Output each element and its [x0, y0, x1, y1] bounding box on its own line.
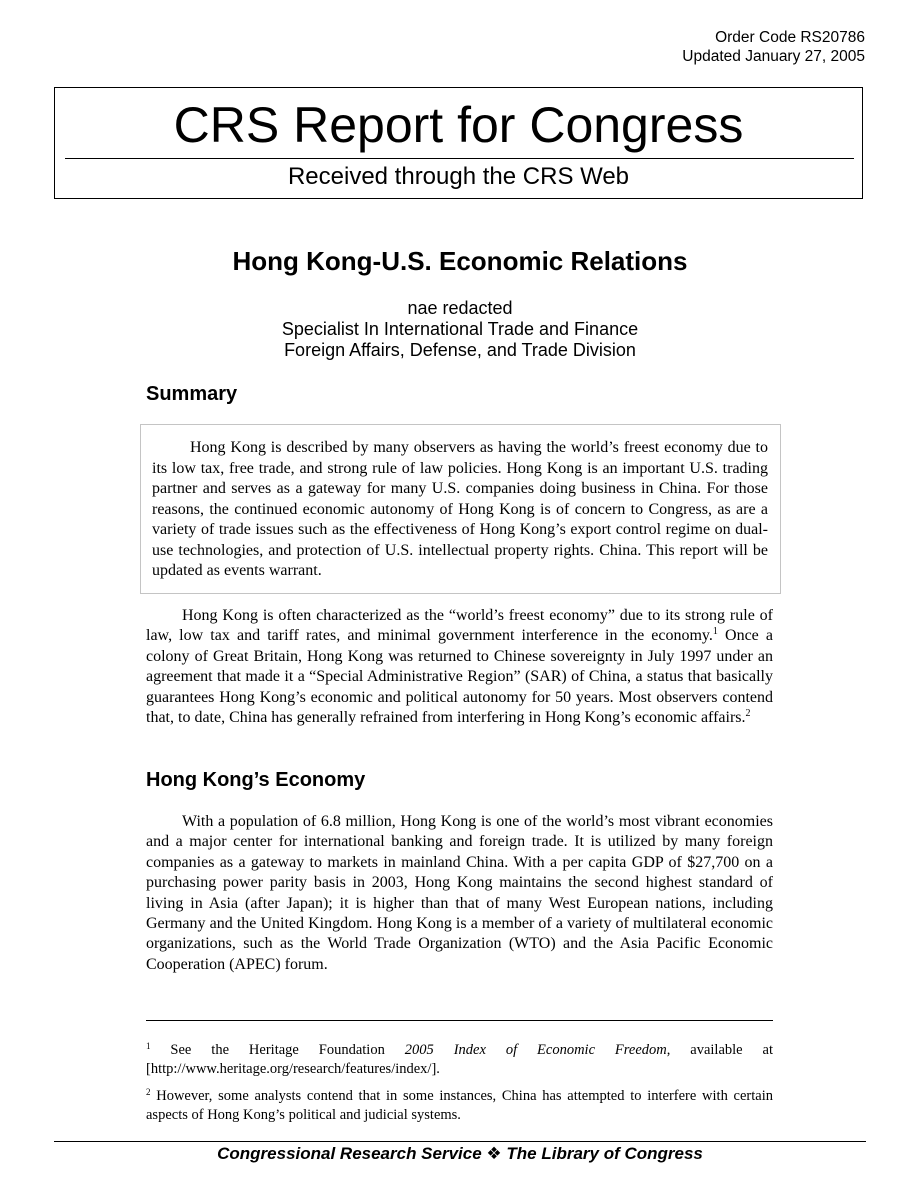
footnote-divider — [146, 1020, 773, 1021]
page-footer — [0, 1143, 920, 1165]
order-code: Order Code RS20786 — [715, 29, 865, 46]
footnote-ref-2[interactable]: 2 — [745, 708, 751, 720]
footnote-2-text: However, some analysts contend that in some instances, China has attempted to interfere with certain aspects of Hong Kong’s political and judicial systems. — [146, 1088, 773, 1123]
summary-box — [140, 424, 781, 594]
order-code-block — [682, 28, 865, 66]
intro-text-part2: Once a colony of Great Britain, Hong Kong was returned to Chinese sovereignty in July 1997 under an agreement that made it a “Special Administrative Region” (SAR) of China, a status that basically guarantees Hong Kong’s economic and political autonomy for 50 years. Most observers contend that, to date, China has generally refrained from interfering in Hong Kong’s economic affairs. — [146, 627, 774, 727]
footnote-1-number: 1 — [146, 1041, 151, 1051]
report-title: Hong Kong-U.S. Economic Relations — [232, 246, 688, 276]
updated-date: Updated January 27, 2005 — [682, 48, 865, 65]
footer-library: The Library of Congress — [506, 1144, 703, 1163]
footer-crs: Congressional Research Service — [217, 1144, 482, 1163]
author-block — [0, 298, 920, 361]
footnote-2-number: 2 — [146, 1087, 151, 1097]
summary-heading: Summary — [146, 383, 238, 405]
banner-divider — [65, 158, 854, 159]
footnote-ref-1[interactable]: 1 — [712, 626, 718, 638]
intro-text-part1: Hong Kong is often characterized as the “world’s freest economy” due to its strong rule of law, low tax and tariff rates, and minimal government interference in the economy. — [146, 607, 773, 645]
diamond-ornament-icon: ❖ — [486, 1144, 502, 1163]
footnote-1-publication-title: 2005 Index of Economic Freedom — [404, 1042, 667, 1058]
economy-paragraph: With a population of 6.8 million, Hong Kong is one of the world’s most vibrant economies and a major center for international banking and foreign trade. It is utilized by many foreign companies as a gateway to markets in mainland China. With a per capita GDP of $27,700 on a purchasing power parity basis in 2003, Hong Kong maintains the second highest standard of living in Asia (after Japan); it is higher than that of many West European nations, including Germany and the United Kingdom. Hong Kong is a member of a variety of multilateral economic organizations, such as the World Trade Organization (WTO) and the Asia Pacific Economic Cooperation (APEC) forum. — [146, 813, 773, 973]
footer-divider — [54, 1141, 866, 1142]
banner-subtitle: Received through the CRS Web — [287, 163, 630, 190]
footnote-1-text-before: See the Heritage Foundation — [150, 1042, 405, 1058]
economy-heading: Hong Kong’s Economy — [146, 769, 366, 791]
author-division: Foreign Affairs, Defense, and Trade Division — [284, 340, 636, 360]
author-role: Specialist In International Trade and Finance — [281, 319, 639, 339]
crs-banner — [54, 87, 863, 199]
banner-title: CRS Report for Congress — [173, 97, 744, 153]
author-name: nae redacted — [407, 298, 513, 318]
summary-text: Hong Kong is described by many observers as having the world’s freest economy due to its low tax, free trade, and strong rule of law policies. Hong Kong is an important U.S. trading partner and serves as a gateway for many U.S. companies doing business in China. For those reasons, the continued economic autonomy of Hong Kong is of concern to Congress, as are a variety of trade issues such as the effectiveness of Hong Kong’s export control regime on dual-use technologies, and protection of U.S. intellectual property rights. China. This report will be updated as events warrant. — [152, 439, 768, 579]
footnote-1 — [146, 1041, 773, 1079]
footnote-2 — [146, 1087, 773, 1125]
footnote-1-text-after: , available at [http://www.heritage.org/research/features/index/]. — [146, 1042, 774, 1077]
intro-paragraph — [146, 606, 773, 728]
